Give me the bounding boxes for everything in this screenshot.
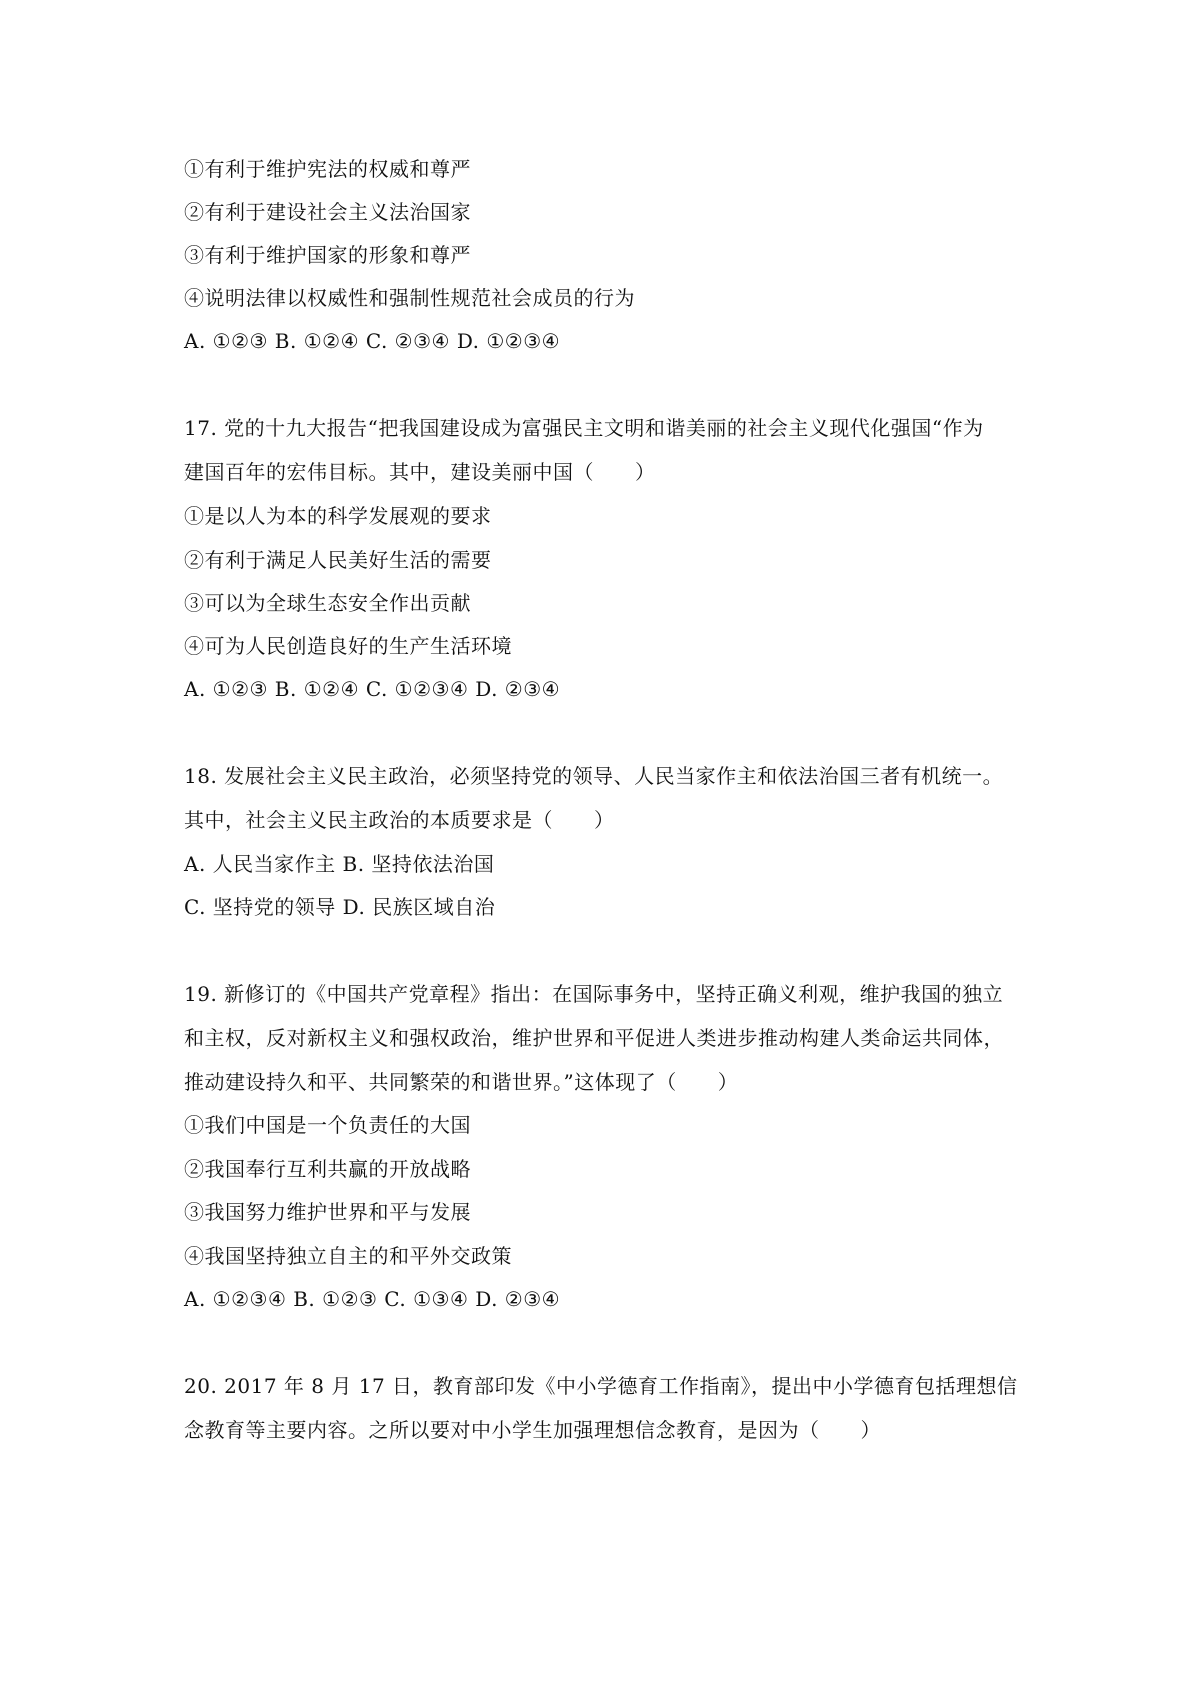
- q19-stem-line-3: 推动建设持久和平、共同繁荣的和谐世界。”这体现了（ ）: [184, 1070, 739, 1094]
- q19-option-2: ②我国奉行互利共赢的开放战略: [184, 1157, 471, 1181]
- q19-stem-line-1: 19. 新修订的《中国共产党章程》指出：在国际事务中，坚持正确义利观，维护我国的独立: [184, 982, 1004, 1006]
- q19-option-3: ③我国努力维护世界和平与发展: [184, 1200, 471, 1224]
- q16-choices: A. ①②③ B. ①②④ C. ②③④ D. ①②③④: [184, 329, 561, 353]
- q16-option-1: ①有利于维护宪法的权威和尊严: [184, 157, 471, 181]
- q16-option-3: ③有利于维护国家的形象和尊严: [184, 243, 471, 267]
- q18-choices-cd: C. 坚持党的领导 D. 民族区域自治: [184, 895, 496, 919]
- q18-stem-line-1: 18. 发展社会主义民主政治，必须坚持党的领导、人民当家作主和依法治国三者有机统一。: [184, 764, 1004, 788]
- q19-stem-line-2: 和主权，反对新权主义和强权政治，维护世界和平促进人类进步推动构建人类命运共同体，: [184, 1026, 1004, 1050]
- q17-stem-line-1: 17. 党的十九大报告“把我国建设成为富强民主文明和谐美丽的社会主义现代化强国“作为: [184, 416, 984, 440]
- q20-stem-line-2: 念教育等主要内容。之所以要对中小学生加强理想信念教育，是因为（ ）: [184, 1418, 881, 1442]
- q16-option-4: ④说明法律以权威性和强制性规范社会成员的行为: [184, 286, 635, 310]
- q17-option-4: ④可为人民创造良好的生产生活环境: [184, 634, 512, 658]
- q17-option-3: ③可以为全球生态安全作出贡献: [184, 591, 471, 615]
- q17-stem-line-2: 建国百年的宏伟目标。其中，建设美丽中国（ ）: [184, 460, 656, 484]
- q17-choices: A. ①②③ B. ①②④ C. ①②③④ D. ②③④: [184, 677, 561, 701]
- q16-option-2: ②有利于建设社会主义法治国家: [184, 200, 471, 224]
- q17-option-1: ①是以人为本的科学发展观的要求: [184, 504, 492, 528]
- q17-option-2: ②有利于满足人民美好生活的需要: [184, 548, 492, 572]
- q20-stem-line-1: 20. 2017 年 8 月 17 日，教育部印发《中小学德育工作指南》，提出中小学德育包括理想信: [184, 1374, 1018, 1398]
- q18-stem-line-2: 其中，社会主义民主政治的本质要求是（ ）: [184, 808, 615, 832]
- q19-option-4: ④我国坚持独立自主的和平外交政策: [184, 1244, 512, 1268]
- q18-choices-ab: A. 人民当家作主 B. 坚持依法治国: [184, 852, 495, 876]
- q19-option-1: ①我们中国是一个负责任的大国: [184, 1113, 471, 1137]
- q19-choices: A. ①②③④ B. ①②③ C. ①③④ D. ②③④: [184, 1287, 561, 1311]
